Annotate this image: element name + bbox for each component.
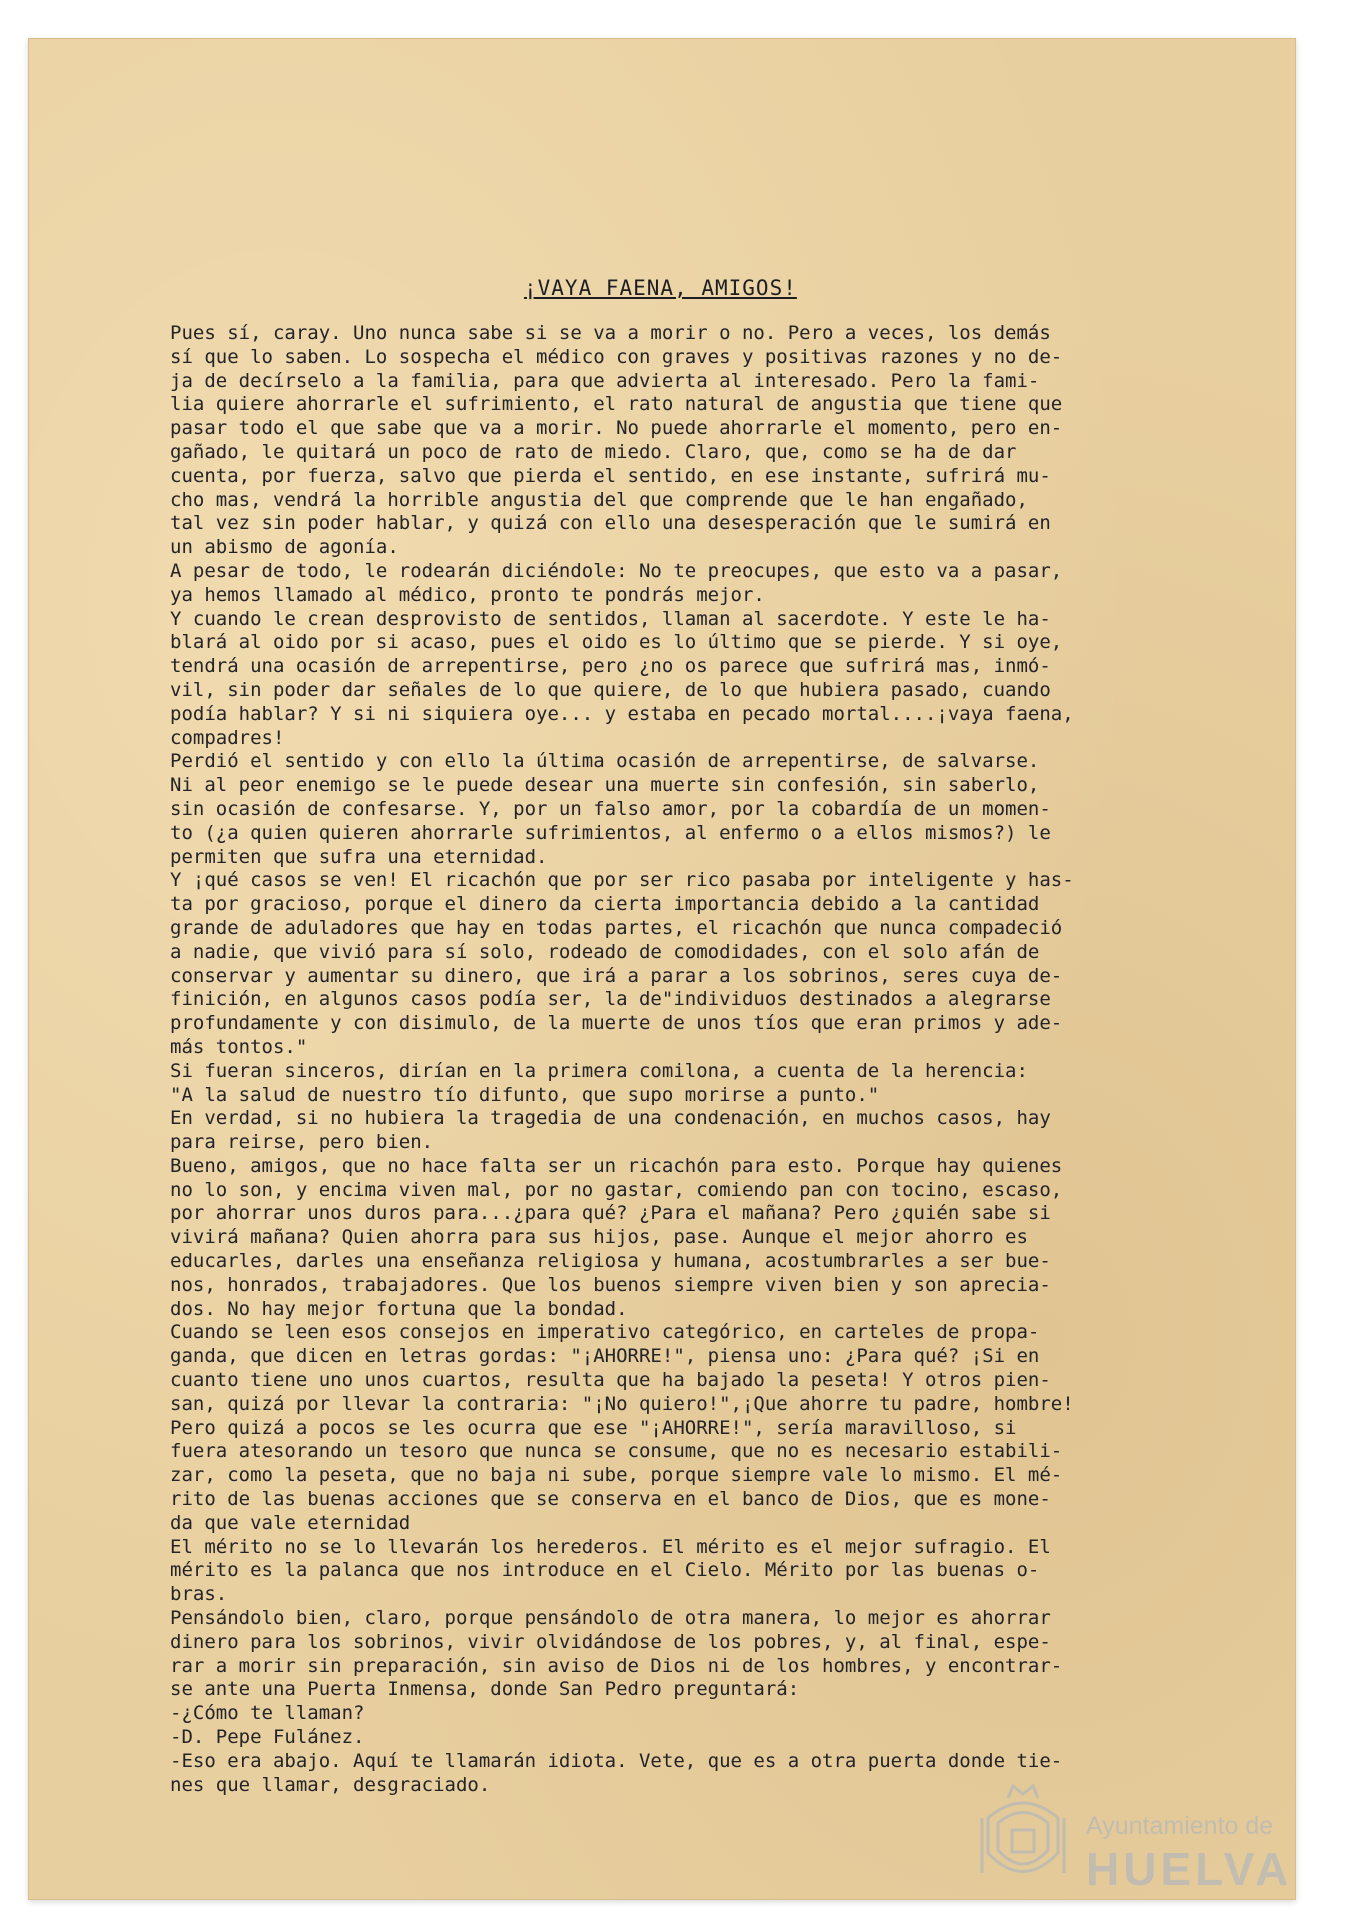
text-line: conservar y aumentar su dinero, que irá a parar a los sobrinos, seres cuya de- [170,964,1063,987]
document-page [28,38,1296,1900]
text-line: zar, como la peseta, que no baja ni sube, porque siempre vale lo mismo. El mé- [170,1464,1063,1487]
text-line: ganda, que dicen en letras gordas: "¡AHORRE!", piensa uno: ¿Para qué? ¡Si en [170,1345,1040,1368]
text-line: profundamente y con disimulo, de la muerte de unos tíos que eran primos y ade- [170,1012,1063,1035]
text-line: bras. [170,1583,228,1606]
text-line: san, quizá por llevar la contraria: "¡No quiero!",¡Que ahorre tu padre, hombre! [170,1392,1074,1415]
text-line: cuanto tiene uno unos cuartos, resulta que ha bajado la peseta! Y otros pien- [170,1369,1051,1392]
text-line: vil, sin poder dar señales de lo que quiere, de lo que hubiera pasado, cuando [170,678,1051,701]
text-line: tal vez sin poder hablar, y quizá con ello una desesperación que le sumirá en [170,512,1051,535]
text-line: Si fueran sinceros, dirían en la primera comilona, a cuenta de la herencia: [170,1059,1028,1082]
text-line: nos, honrados, trabajadores. Que los buenos siempre viven bien y son aprecia- [170,1273,1051,1296]
text-line: vivirá mañana? Quien ahorra para sus hijos, pase. Aunque el mejor ahorro es [170,1226,1028,1249]
text-line: -D. Pepe Fulánez. [170,1726,365,1749]
archive-watermark [968,1778,1298,1898]
text-line: un abismo de agonía. [170,536,399,559]
watermark-line-1: Ayuntamiento de [1086,1812,1274,1840]
text-line: da que vale eternidad [170,1511,411,1534]
text-line: sin ocasión de confesarse. Y, por un falso amor, por la cobardía de un momen- [170,797,1051,820]
text-line: compadres! [170,726,285,749]
text-line: ta por gracioso, porque el dinero da cierta importancia debido a la cantidad [170,893,1040,916]
text-line: A pesar de todo, le rodearán diciéndole: No te preocupes, que esto va a pasar, [170,559,1063,582]
text-line: ya hemos llamado al médico, pronto te pondrás mejor. [170,583,765,606]
text-line: Pues sí, caray. Uno nunca sabe si se va a morir o no. Pero a veces, los demás [170,322,1051,344]
text-line: blará al oido por si acaso, pues el oido es lo último que se pierde. Y si oye, [170,631,1063,654]
text-line: no lo son, y encima viven mal, por no gastar, comiendo pan con tocino, escaso, [170,1178,1063,1201]
text-line: pasar todo el que sabe que va a morir. No puede ahorrarle el momento, pero en- [170,417,1063,440]
text-line: finición, en algunos casos podía ser, la de"individuos destinados a alegrarse [170,988,1051,1011]
text-line: Ni al peor enemigo se le puede desear una muerte sin confesión, sin saberlo, [170,774,1040,797]
text-line: rito de las buenas acciones que se conserva en el banco de Dios, que es mone- [170,1488,1051,1511]
text-line: cho mas, vendrá la horrible angustia del que comprende que le han engañado, [170,488,1028,511]
text-line: permiten que sufra una eternidad. [170,845,548,868]
text-line: En verdad, si no hubiera la tragedia de una condenación, en muchos casos, hay [170,1107,1051,1130]
text-line: lia quiere ahorrarle el sufrimiento, el rato natural de angustia que tiene que [170,393,1063,416]
text-line: rar a morir sin preparación, sin aviso de Dios ni de los hombres, y encontrar- [170,1654,1063,1677]
text-line: educarles, darles una enseñanza religiosa y humana, acostumbrarles a ser bue- [170,1250,1051,1273]
text-line: a nadie, que vivió para sí solo, rodeado de comodidades, con el solo afán de [170,940,1040,963]
document-title: ¡VAYA FAENA, AMIGOS! [524,276,797,300]
text-line: ja de decírselo a la familia, para que advierta al interesado. Pero la fami- [170,369,1040,392]
text-line: Y ¡qué casos se ven! El ricachón que por ser rico pasaba por inteligente y has- [170,869,1074,892]
text-line: cuenta, por fuerza, salvo que pierda el sentido, en ese instante, sufrirá mu- [170,464,1051,487]
document-body [170,322,1270,1822]
text-line: El mérito no se lo llevarán los herederos. El mérito es el mejor sufragio. El [170,1535,1051,1558]
text-line: Y cuando le crean desprovisto de sentidos, llaman al sacerdote. Y este le ha- [170,607,1051,630]
text-line: dos. No hay mejor fortuna que la bondad. [170,1297,628,1320]
text-line: tendrá una ocasión de arrepentirse, pero ¿no os parece que sufrirá mas, inmó- [170,655,1051,678]
text-line: Cuando se leen esos consejos en imperativo categórico, en carteles de propa- [170,1321,1040,1344]
text-line: "A la salud de nuestro tío difunto, que supo morirse a punto." [170,1083,880,1106]
text-line: gañado, le quitará un poco de rato de miedo. Claro, que, como se ha de dar [170,440,1017,463]
text-line: más tontos." [170,1035,308,1058]
text-line: -Eso era abajo. Aquí te llamarán idiota. Vete, que es a otra puerta donde tie- [170,1749,1063,1772]
text-line: Pensándolo bien, claro, porque pensándolo de otra manera, lo mejor es ahorrar [170,1607,1051,1630]
text-line: Pero quizá a pocos se les ocurra que ese "¡AHORRE!", sería maravilloso, si [170,1416,1017,1439]
text-line: Bueno, amigos, que no hace falta ser un ricachón para esto. Porque hay quienes [170,1154,1063,1177]
text-line: podía hablar? Y si ni siquiera oye... y estaba en pecado mortal....¡vaya faena, [170,702,1074,725]
text-line: fuera atesorando un tesoro que nunca se consume, que no es necesario estabili- [170,1440,1063,1463]
text-line: sí que lo saben. Lo sospecha el médico con graves y positivas razones y no de- [170,345,1063,368]
text-line: -¿Cómo te llaman? [170,1702,365,1725]
text-line: por ahorrar unos duros para...¿para qué? ¿Para el mañana? Pero ¿quién sabe si [170,1202,1051,1225]
text-line: nes que llamar, desgraciado. [170,1773,491,1796]
text-line: para reirse, pero bien. [170,1131,434,1154]
text-line: grande de aduladores que hay en todas partes, el ricachón que nunca compadeció [170,916,1063,939]
text-line: se ante una Puerta Inmensa, donde San Pedro preguntará: [170,1678,800,1701]
city-seal-icon [968,1778,1078,1898]
text-line: dinero para los sobrinos, vivir olvidándose de los pobres, y, al final, espe- [170,1630,1051,1653]
text-line: Perdió el sentido y con ello la última ocasión de arrepentirse, de salvarse. [170,750,1040,773]
text-line: to (¿a quien quieren ahorrarle sufrimientos, al enfermo o a ellos mismos?) le [170,821,1051,844]
watermark-line-2: HUELVA [1086,1843,1293,1895]
text-line: mérito es la palanca que nos introduce en el Cielo. Mérito por las buenas o- [170,1559,1040,1582]
